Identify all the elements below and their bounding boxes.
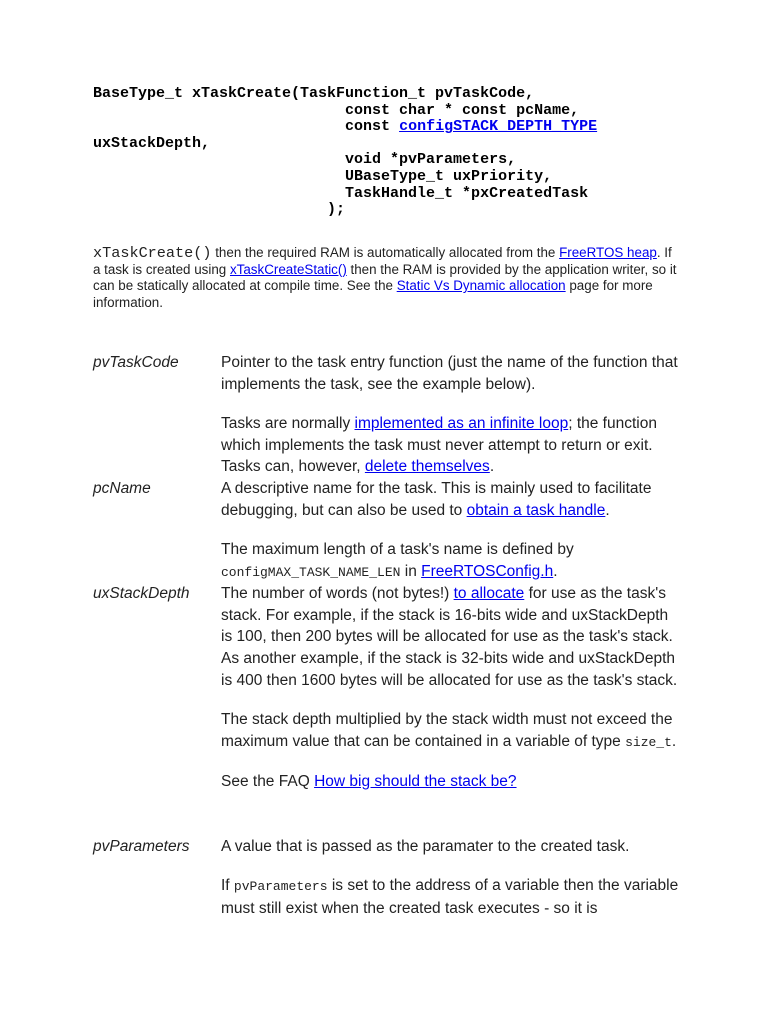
param-name-pvtaskcode: pvTaskCode	[93, 354, 179, 371]
param-text: A descriptive name for the task. This is mainly used to facilitate debugging, but can also be used to	[221, 480, 652, 519]
to-allocate-link[interactable]: to allocate	[453, 585, 525, 602]
signature-line: const char * const pcName,	[93, 101, 580, 119]
obtain-task-handle-link[interactable]: obtain a task handle	[466, 501, 606, 519]
param-text: The number of words (not bytes!)	[221, 585, 454, 602]
intro-text: page for more information.	[93, 278, 653, 310]
param-text: The maximum length of a task's name is defined by	[221, 540, 574, 558]
signature-line: BaseType_t xTaskCreate(TaskFunction_t pvTaskCode,	[93, 85, 535, 102]
signature-line: uxStackDepth,	[93, 134, 211, 152]
param-paragraph	[221, 875, 681, 919]
param-text: .	[553, 562, 558, 580]
intro-text: then the required RAM is automatically allocated from the	[211, 245, 560, 260]
function-signature	[93, 86, 597, 219]
param-paragraph: Pointer to the task entry function (just the name of the function that implements the task, see the example below).	[221, 354, 678, 393]
param-text: Tasks are normally	[221, 414, 355, 432]
param-text: for use as the task's stack. For example, if the stack is 16-bits wide and uxStackDepth is 100, then 200 bytes will be allocated for use as the task's stack. As another example, if the stack is 32-bits wide and uxStackDepth is 400 then 1600 bytes will be allocated for use as the task's stack.	[221, 585, 678, 689]
param-text: .	[671, 732, 677, 750]
config-stack-depth-type-link[interactable]: configSTACK_DEPTH_TYPE	[399, 118, 598, 136]
param-desc-uxstackdepth	[221, 583, 681, 793]
param-desc-pvtaskcode	[221, 352, 681, 478]
param-paragraph	[221, 771, 681, 793]
param-name-pvparameters: pvParameters	[93, 838, 190, 855]
signature-line: TaskHandle_t *pxCreatedTask	[93, 184, 589, 202]
inline-code: pvParameters	[233, 879, 328, 895]
param-desc-pcname	[221, 478, 681, 583]
param-name-uxstackdepth: uxStackDepth	[93, 585, 190, 602]
stack-size-faq-link[interactable]: How big should the stack be?	[314, 772, 517, 790]
signature-line: );	[93, 201, 346, 219]
param-paragraph	[221, 539, 681, 583]
signature-line: void *pvParameters,	[93, 151, 517, 169]
inline-code: size_t	[625, 734, 672, 750]
intro-text: . If a task is created using	[93, 245, 672, 277]
param-paragraph	[221, 413, 681, 478]
intro-paragraph	[93, 245, 678, 311]
static-vs-dynamic-link[interactable]: Static Vs Dynamic allocation	[396, 278, 566, 294]
signature-line: UBaseType_t uxPriority,	[93, 167, 553, 185]
param-text: .	[489, 458, 495, 476]
param-name-pcname: pcName	[93, 480, 151, 497]
param-paragraph: A value that is passed as the paramater to the created task.	[221, 838, 630, 855]
param-text: If	[221, 877, 234, 895]
param-paragraph	[221, 709, 681, 753]
param-desc-pvparameters	[221, 836, 681, 920]
param-paragraph	[221, 478, 681, 521]
param-text: ; the function which implements the task must never attempt to return or exit. Tasks can, however,	[221, 414, 657, 476]
infinite-loop-link[interactable]: implemented as an infinite loop	[354, 414, 569, 432]
param-text: See the FAQ	[221, 772, 315, 790]
param-text: in	[400, 562, 422, 580]
param-text: is set to the address of a variable then the variable must still exist when the created task executes - so it is	[221, 877, 679, 917]
intro-text: then the RAM is provided by the application writer, so it can be statically allocated at compile time. See the	[93, 261, 677, 294]
inline-code: xTaskCreate()	[93, 244, 212, 262]
freertos-heap-link[interactable]: FreeRTOS heap	[559, 245, 657, 260]
param-text: The stack depth multiplied by the stack width must not exceed the maximum value that can be contained in a variable of type	[221, 711, 673, 750]
signature-line: const	[93, 118, 400, 136]
param-paragraph	[221, 583, 681, 692]
param-text: .	[605, 501, 610, 519]
freertosconfig-link[interactable]: FreeRTOSConfig.h	[421, 562, 554, 580]
inline-code: configMAX_TASK_NAME_LEN	[221, 564, 401, 580]
delete-themselves-link[interactable]: delete themselves	[364, 458, 490, 476]
xtaskcreatestatic-link[interactable]: xTaskCreateStatic()	[229, 261, 347, 277]
